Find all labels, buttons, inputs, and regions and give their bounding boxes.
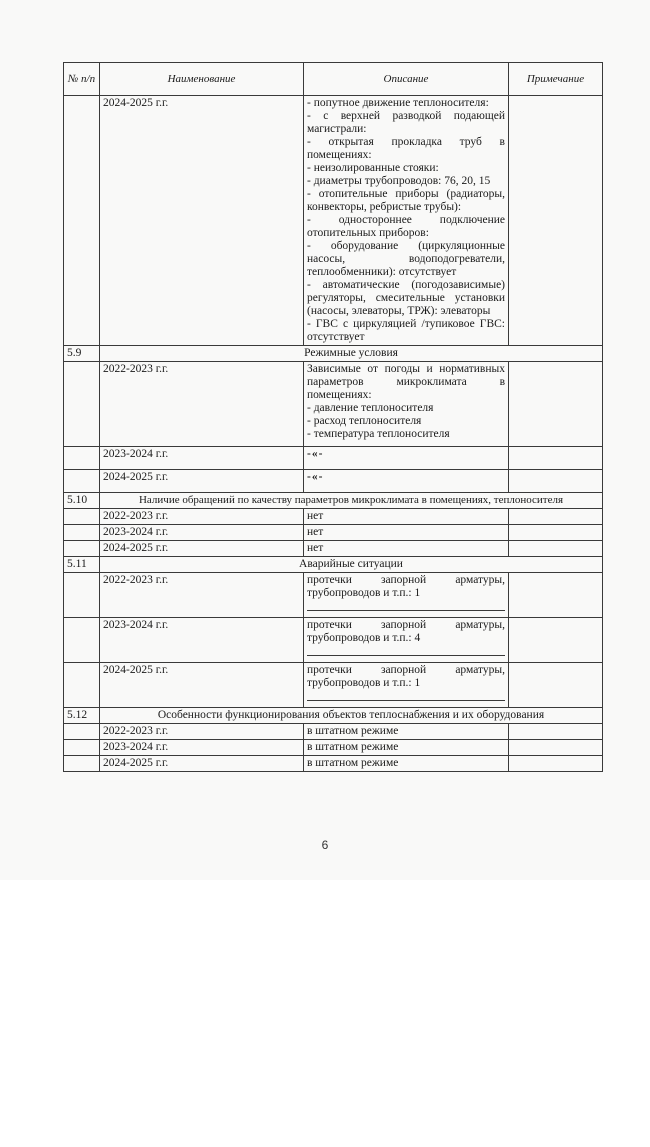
period-cell: 2022-2023 г.г. [100,573,304,618]
period-cell: 2024-2025 г.г. [100,96,304,346]
description-cell: нет [304,509,509,525]
table-row [64,362,603,447]
desc-line: - расход теплоносителя [307,415,422,427]
section-row-5-11 [64,557,603,573]
section-title: Режимные условия [100,346,603,362]
period-cell: 2023-2024 г.г. [100,740,304,756]
period-cell: 2024-2025 г.г. [100,756,304,772]
section-number: 5.12 [64,708,100,724]
period-cell: 2024-2025 г.г. [100,470,304,493]
table-header-row [64,63,603,96]
description-cell: в штатном режиме [304,756,509,772]
period-cell: 2024-2025 г.г. [100,663,304,708]
description-cell: нет [304,525,509,541]
table-row [64,96,603,346]
header-num: № п/п [64,63,100,96]
header-desc: Описание [304,63,509,96]
desc-line: - с верхней разводкой подающей магистрали: [307,110,505,135]
description-cell [304,447,509,470]
desc-text: протечки запорной арматуры, трубопроводов и т.п.: 4 [307,619,505,644]
table-row [64,573,603,618]
description-cell [304,663,509,708]
description-cell [304,618,509,663]
section-number: 5.9 [64,346,100,362]
period-cell: 2022-2023 г.г. [100,362,304,447]
period-cell: 2024-2025 г.г. [100,541,304,557]
desc-line: - температура теплоносителя [307,428,450,440]
section-title: Особенности функционирования объектов теплоснабжения и их оборудования [100,708,603,724]
description-cell [304,96,509,346]
table-row [64,541,603,557]
table-row [64,618,603,663]
desc-text: протечки запорной арматуры, трубопроводов и т.п.: 1 [307,664,505,689]
table-row [64,724,603,740]
desc-line: Зависимые от погоды и нормативных параметров микроклимата в помещениях: [307,363,505,401]
table-row [64,525,603,541]
section-row-5-10 [64,493,603,509]
section-row-5-12 [64,708,603,724]
desc-line: - диаметры трубопроводов: 76, 20, 15 [307,175,491,187]
section-row-5-9 [64,346,603,362]
page-number: 6 [321,838,329,852]
underline [307,646,505,656]
underline [307,601,505,611]
table-row [64,447,603,470]
description-cell [304,362,509,447]
ditto-mark: -«- [307,471,324,483]
description-cell [304,470,509,493]
table-row [64,756,603,772]
table-row [64,509,603,525]
desc-line: - неизолированные стояки: [307,162,439,174]
period-cell: 2023-2024 г.г. [100,618,304,663]
desc-text: протечки запорной арматуры, трубопроводов и т.п.: 1 [307,574,505,599]
description-cell [304,573,509,618]
desc-line: - попутное движение теплоносителя: [307,97,489,109]
section-number: 5.10 [64,493,100,509]
desc-line: - одностороннее подключение отопительных приборов: [307,214,505,239]
desc-line: - открытая прокладка труб в помещениях: [307,136,505,161]
period-cell: 2023-2024 г.г. [100,525,304,541]
table-row [64,663,603,708]
section-title: Аварийные ситуации [100,557,603,573]
table-row [64,740,603,756]
heating-system-table [63,62,603,772]
period-cell: 2022-2023 г.г. [100,724,304,740]
description-cell: в штатном режиме [304,724,509,740]
section-number: 5.11 [64,557,100,573]
header-name: Наименование [100,63,304,96]
section-title: Наличие обращений по качеству параметров микроклимата в помещениях, теплоносителя [100,493,603,509]
table-row [64,470,603,493]
ditto-mark: -«- [307,448,324,460]
desc-line: - давление теплоносителя [307,402,434,414]
header-note: Примечание [509,63,603,96]
desc-line: - оборудование (циркуляционные насосы, водоподогреватели, теплообменники): отсутствует [307,240,505,278]
desc-line: - отопительные приборы (радиаторы, конвекторы, ребристые трубы): [307,188,505,213]
desc-line: - ГВС с циркуляцией /тупиковое ГВС: отсутствует [307,318,505,343]
description-cell: нет [304,541,509,557]
description-cell: в штатном режиме [304,740,509,756]
underline [307,691,505,701]
desc-line: - автоматические (погодозависимые) регуляторы, смесительные установки (насосы, элеваторы, ТРЖ): элеваторы [307,279,505,317]
period-cell: 2022-2023 г.г. [100,509,304,525]
period-cell: 2023-2024 г.г. [100,447,304,470]
